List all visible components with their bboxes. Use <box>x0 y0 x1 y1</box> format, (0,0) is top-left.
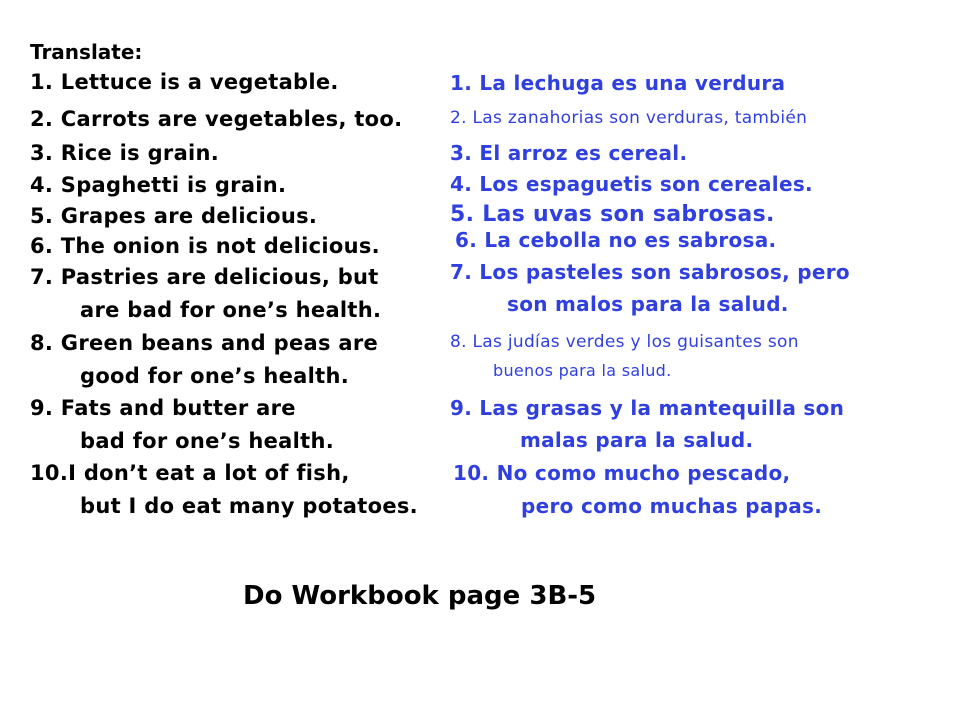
english-line: 2. Carrots are vegetables, too. <box>30 107 403 131</box>
spanish-line: buenos para la salud. <box>493 361 672 380</box>
spanish-line: 2. Las zanahorias son verduras, también <box>450 108 808 128</box>
spanish-line: 3. El arroz es cereal. <box>450 141 688 165</box>
spanish-line: 6. La cebolla no es sabrosa. <box>455 228 777 252</box>
english-line: bad for one’s health. <box>80 429 335 453</box>
spanish-line: 10. No como mucho pescado, <box>453 461 791 485</box>
spanish-line: 4. Los espaguetis son cereales. <box>450 172 813 196</box>
english-line: 8. Green beans and peas are <box>30 331 379 355</box>
spanish-line: 7. Los pasteles son sabrosos, pero <box>450 260 850 284</box>
spanish-line: 1. La lechuga es una verdura <box>450 71 786 95</box>
heading: Translate: <box>30 40 143 64</box>
english-line: 6. The onion is not delicious. <box>30 234 380 258</box>
english-line: 1. Lettuce is a vegetable. <box>30 70 339 94</box>
english-line: good for one’s health. <box>80 364 349 388</box>
english-line: are bad for one’s health. <box>80 298 382 322</box>
english-line: but I do eat many potatoes. <box>80 494 418 518</box>
spanish-line: malas para la salud. <box>520 428 754 452</box>
spanish-line: son malos para la salud. <box>507 292 789 316</box>
spanish-line: 9. Las grasas y la mantequilla son <box>450 396 845 420</box>
spanish-line: 8. Las judías verdes y los guisantes son <box>450 332 799 352</box>
english-line: 5. Grapes are delicious. <box>30 204 318 228</box>
spanish-line: pero como muchas papas. <box>521 494 823 518</box>
english-line: 10.I don’t eat a lot of fish, <box>30 461 350 485</box>
english-line: 7. Pastries are delicious, but <box>30 265 379 289</box>
spanish-line: 5. Las uvas son sabrosas. <box>450 202 775 227</box>
english-line: 4. Spaghetti is grain. <box>30 173 287 197</box>
english-line: 3. Rice is grain. <box>30 141 220 165</box>
english-line: 9. Fats and butter are <box>30 396 296 420</box>
workbook-instruction: Do Workbook page 3B-5 <box>243 581 597 611</box>
